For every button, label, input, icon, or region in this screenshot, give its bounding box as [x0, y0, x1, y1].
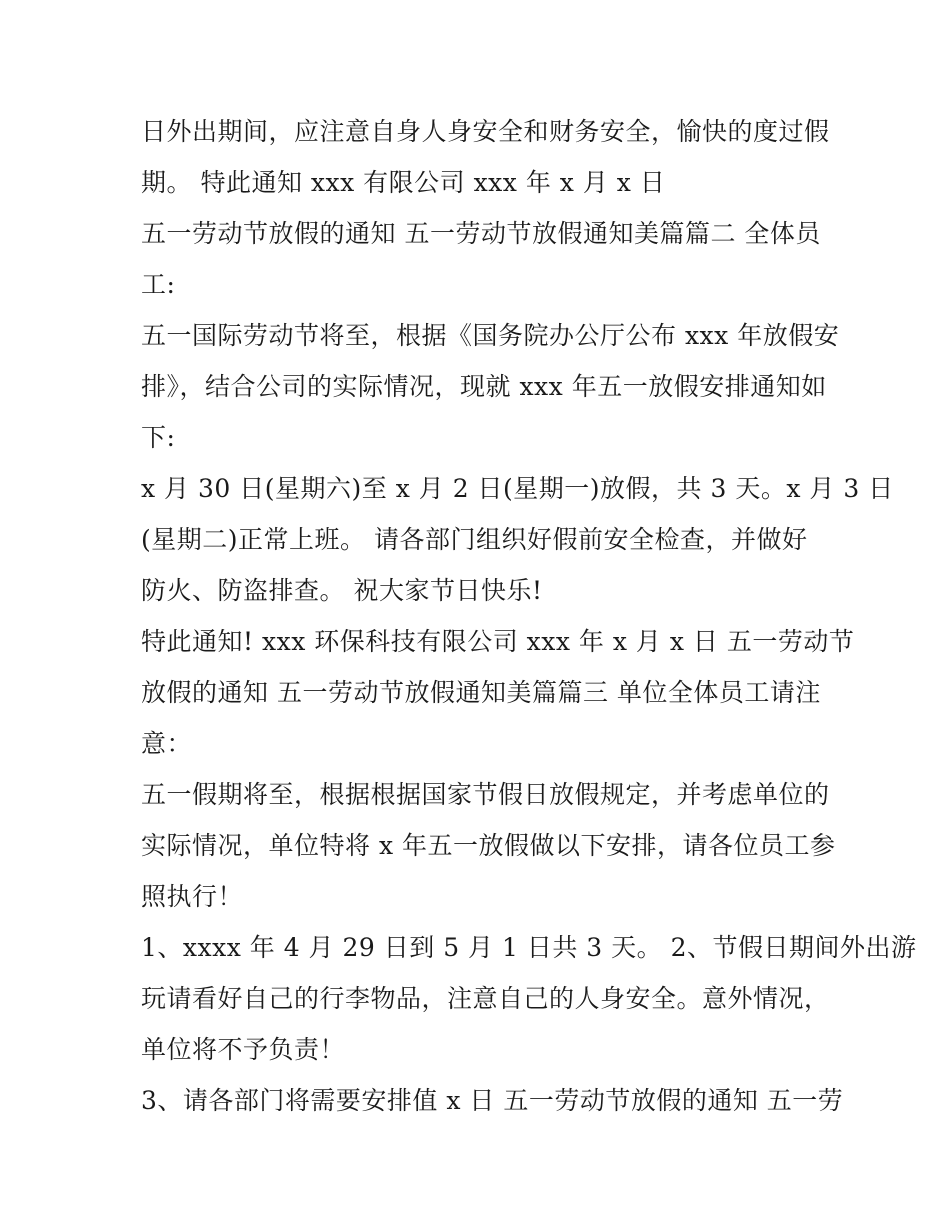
text-line: 期。 特此通知 xxx 有限公司 xxx 年 x 月 x 日 — [141, 168, 666, 197]
text-line: 防火、防盗排查。 祝大家节日快乐! — [141, 576, 543, 605]
text-line: (星期二)正常上班。 请各部门组织好假前安全检查，并做好 — [141, 525, 808, 554]
text-line: x 月 30 日(星期六)至 x 月 2 日(星期一)放假，共 3 天。x 月 3 日 — [141, 474, 894, 503]
text-line: 1、xxxx 年 4 月 29 日到 5 月 1 日共 3 天。 2、节假日期间外出游 — [141, 933, 917, 962]
text-line: 照执行！ — [141, 882, 244, 911]
text-line: 五一劳动节放假的通知 五一劳动节放假通知美篇篇二 全体员 — [141, 219, 821, 248]
text-line: 特此通知! xxx 环保科技有限公司 xxx 年 x 月 x 日 五一劳动节 — [141, 627, 855, 656]
text-line: 实际情况，单位特将 x 年五一放假做以下安排，请各位员工参 — [141, 831, 836, 860]
text-line: 工: — [141, 270, 176, 299]
text-line: 放假的通知 五一劳动节放假通知美篇篇三 单位全体员工请注 — [141, 678, 821, 707]
text-line: 单位将不予负责！ — [141, 1035, 346, 1064]
text-line: 意： — [141, 729, 193, 758]
text-line: 玩请看好自己的行李物品，注意自己的人身安全。意外情况， — [141, 984, 830, 1013]
text-line: 日外出期间，应注意自身人身安全和财务安全，愉快的度过假 — [141, 117, 830, 146]
text-line: 五一国际劳动节将至，根据《国务院办公厅公布 xxx 年放假安 — [141, 321, 840, 350]
text-line: 排》，结合公司的实际情况，现就 xxx 年五一放假安排通知如 — [141, 372, 827, 401]
text-line: 3、请各部门将需要安排值 x 日 五一劳动节放假的通知 五一劳 — [141, 1086, 844, 1115]
document-body — [141, 106, 917, 1126]
text-line: 五一假期将至，根据根据国家节假日放假规定，并考虑单位的 — [141, 780, 830, 809]
text-line: 下: — [141, 423, 176, 452]
